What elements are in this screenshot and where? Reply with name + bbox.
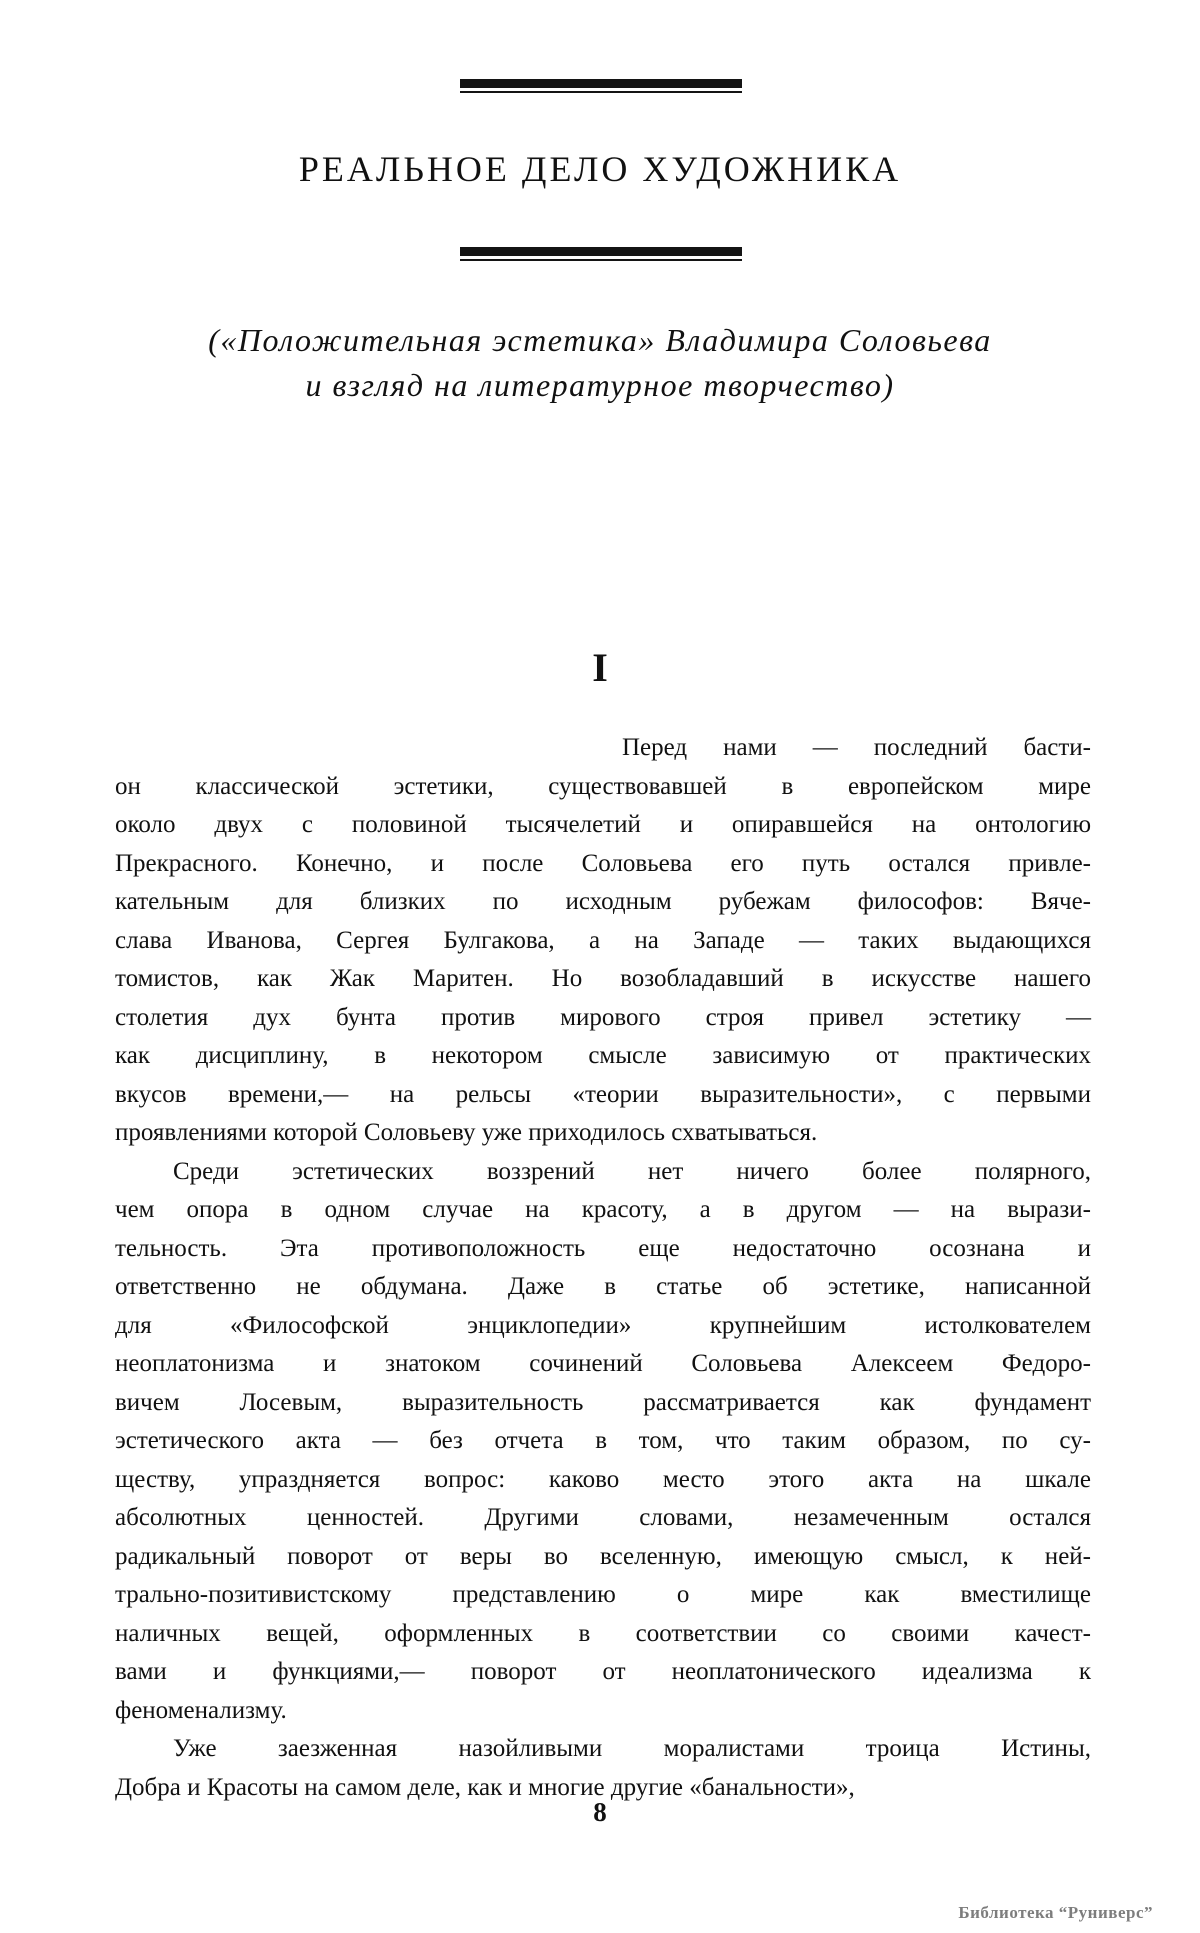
body-text — [115, 729, 1091, 1807]
paragraph — [115, 1730, 1091, 1807]
text-line: ответственно не обдумана. Даже в статье об эстетике, написанной — [115, 1273, 1091, 1300]
text-line: феноменализму. — [115, 1696, 287, 1724]
text-line: вами и функциями,— поворот от неоплатонического идеализма к — [115, 1658, 1091, 1685]
text-line: проявлениями которой Соловьеву уже приходилось схватываться. — [115, 1119, 818, 1146]
text-line: эстетического акта — без отчета в том, что таким образом, по су- — [115, 1427, 1091, 1454]
text-line: радикальный поворот от веры во вселенную, имеющую смысл, к ней- — [115, 1542, 1091, 1570]
text-line: Перед нами — последний басти- — [622, 734, 1091, 761]
section-numeral-text: I — [592, 645, 608, 690]
rule-thin-bar — [460, 259, 742, 261]
text-line: он классической эстетики, существовавшей в европейском мире — [115, 772, 1091, 800]
chapter-subtitle — [0, 318, 1200, 408]
text-line: как дисциплину, в некотором смысле зависимую от практических — [115, 1042, 1091, 1069]
bottom-ornamental-rule — [460, 247, 742, 261]
text-line: Добра и Красоты на самом деле, как и многие другие «банальности», — [115, 1773, 855, 1801]
text-line: неоплатонизма и знатоком сочинений Соловьева Алексеем Федоро- — [115, 1350, 1091, 1377]
subtitle-line: и взгляд на литературное творчество) — [305, 367, 895, 403]
text-line: ществу, упраздняется вопрос: каково место этого акта на шкале — [115, 1465, 1091, 1493]
text-line: слава Иванова, Сергея Булгакова, а на Западе — таких выдающихся — [115, 926, 1091, 954]
text-line: для «Философской энциклопедии» крупнейшим истолкователем — [115, 1311, 1091, 1339]
text-line: наличных вещей, оформленных в соответствии со своими качест- — [115, 1619, 1091, 1647]
text-line: тельность. Эта противоположность еще недостаточно осознана и — [115, 1234, 1091, 1262]
section-numeral — [0, 644, 1200, 691]
text-line: вкусов времени,— на рельсы «теории выразительности», с первыми — [115, 1080, 1091, 1108]
text-line: Прекрасного. Конечно, и после Соловьева его путь остался привле- — [115, 849, 1091, 877]
library-watermark: Библиотека “Руниверс” — [958, 1903, 1153, 1922]
subtitle-line: («Положительная эстетика» Владимира Соловьева — [208, 322, 992, 358]
page-number: 8 — [593, 1797, 607, 1827]
rule-thick-bar — [460, 79, 742, 88]
paragraph — [115, 729, 1091, 1153]
text-line: томистов, как Жак Маритен. Но возобладавший в искусстве нашего — [115, 965, 1091, 992]
text-line: кательным для близких по исходным рубежам философов: Вяче- — [115, 888, 1091, 915]
text-line: вичем Лосевым, выразительность рассматривается как фундамент — [115, 1388, 1091, 1416]
text-line: около двух с половиной тысячелетий и опиравшейся на онтологию — [115, 811, 1091, 838]
text-line: трально-позитивистскому представлению о мире как вместилище — [115, 1581, 1091, 1608]
text-line: чем опора в одном случае на красоту, а в другом — на вырази- — [115, 1196, 1091, 1223]
text-line: столетия дух бунта против мирового строя привел эстетику — — [115, 1003, 1091, 1031]
rule-thin-bar — [460, 91, 742, 93]
text-line: абсолютных ценностей. Другими словами, незамеченным остался — [115, 1504, 1091, 1531]
top-ornamental-rule — [460, 79, 742, 93]
text-line: Среди эстетических воззрений нет ничего более полярного, — [173, 1157, 1091, 1185]
rule-thick-bar — [460, 247, 742, 256]
text-line: Уже заезженная назойливыми моралистами троица Истины, — [173, 1735, 1091, 1762]
chapter-title: РЕАЛЬНОЕ ДЕЛО ХУДОЖНИКА — [298, 149, 902, 189]
paragraph — [115, 1153, 1091, 1731]
